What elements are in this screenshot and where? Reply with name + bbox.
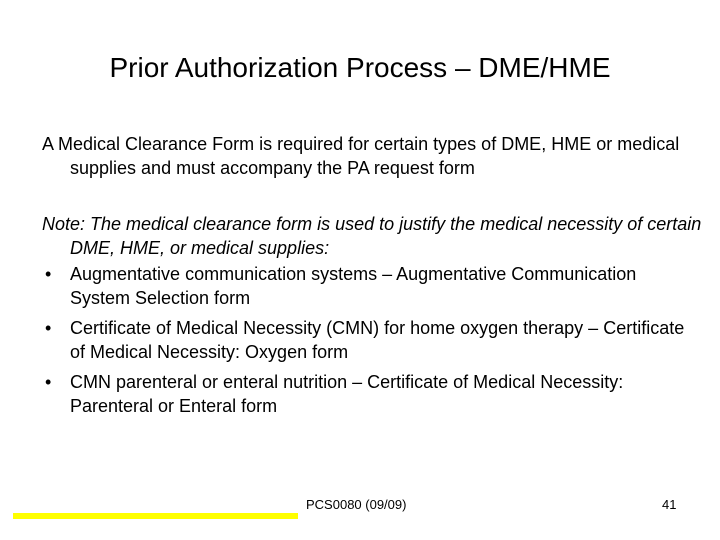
bullet-item [42,316,692,364]
bullet-icon: • [45,318,52,338]
bullet-text: Certificate of Medical Necessity (CMN) for home oxygen therapy – Certificate of Medical Necessity: Oxygen form [70,318,685,362]
bullet-icon: • [45,264,52,284]
bullet-text: CMN parenteral or enteral nutrition – Certificate of Medical Necessity: Parenteral or Enteral form [70,372,624,416]
bullet-icon: • [45,372,52,392]
bullet-list [42,262,692,424]
slide-title: Prior Authorization Process – DME/HME [109,52,611,83]
bullet-text: Augmentative communication systems – Augmentative Communication System Selection form [70,264,637,308]
bullet-item [42,370,692,418]
note-paragraph: Note: The medical clearance form is used to justify the medical necessity of certain DME, HME, or medical supplies: [42,214,702,258]
footer-accent-bar [13,513,298,519]
intro-paragraph: A Medical Clearance Form is required for certain types of DME, HME or medical supplies and must accompany the PA request form [42,134,680,178]
footer-form-code: PCS0080 (09/09) [306,497,407,512]
bullet-item [42,262,692,310]
page-number: 41 [662,497,677,512]
